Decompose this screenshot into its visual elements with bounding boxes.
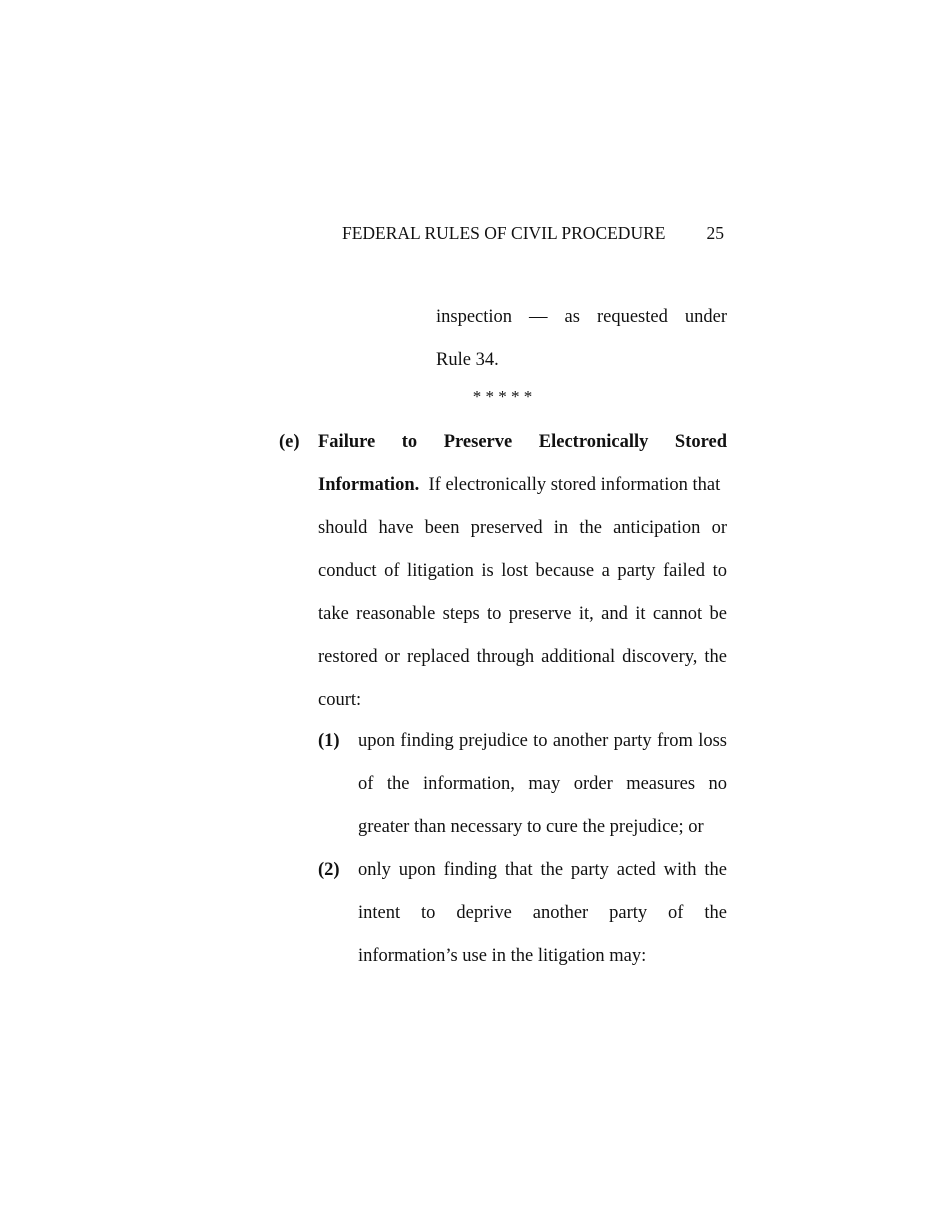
continued-text bbox=[436, 296, 727, 382]
text-line: should have been preserved in the anticipation or bbox=[318, 518, 727, 538]
text-line: greater than necessary to cure the prejudice; or bbox=[358, 817, 704, 837]
page-number: 25 bbox=[706, 223, 724, 243]
text-line: restored or replaced through additional discovery, the bbox=[318, 647, 727, 667]
paragraph-text bbox=[358, 849, 727, 978]
subdivision-heading-end: Information. bbox=[318, 475, 420, 495]
subdivision-heading: Failure to Preserve Electronically Stored bbox=[318, 432, 727, 452]
subdivision-label: (e) bbox=[279, 432, 300, 452]
text-line: information’s use in the litigation may: bbox=[358, 946, 647, 966]
text-line: court: bbox=[318, 690, 362, 710]
running-header-title: FEDERAL RULES OF CIVIL PROCEDURE bbox=[342, 223, 666, 243]
text-line: conduct of litigation is lost because a party failed to bbox=[318, 561, 727, 581]
text-line: intent to deprive another party of the bbox=[358, 903, 727, 923]
subdivision-e-text bbox=[318, 421, 727, 722]
text-line: inspection — as requested under bbox=[436, 307, 727, 327]
text-line: upon finding prejudice to another party from loss bbox=[358, 731, 727, 751]
text-line: of the information, may order measures no bbox=[358, 774, 727, 794]
text-line: Rule 34. bbox=[436, 350, 499, 370]
paragraph-text bbox=[358, 720, 727, 849]
omission-marker: * * * * * bbox=[472, 387, 533, 406]
text-line: take reasonable steps to preserve it, and it cannot be bbox=[318, 604, 727, 624]
text-line-rest: If electronically stored information that bbox=[428, 475, 721, 495]
text-line: only upon finding that the party acted with the bbox=[358, 860, 727, 880]
running-header bbox=[342, 222, 724, 244]
paragraph-label: (2) bbox=[318, 860, 340, 880]
paragraph-label: (1) bbox=[318, 731, 340, 751]
text-line bbox=[318, 464, 727, 507]
